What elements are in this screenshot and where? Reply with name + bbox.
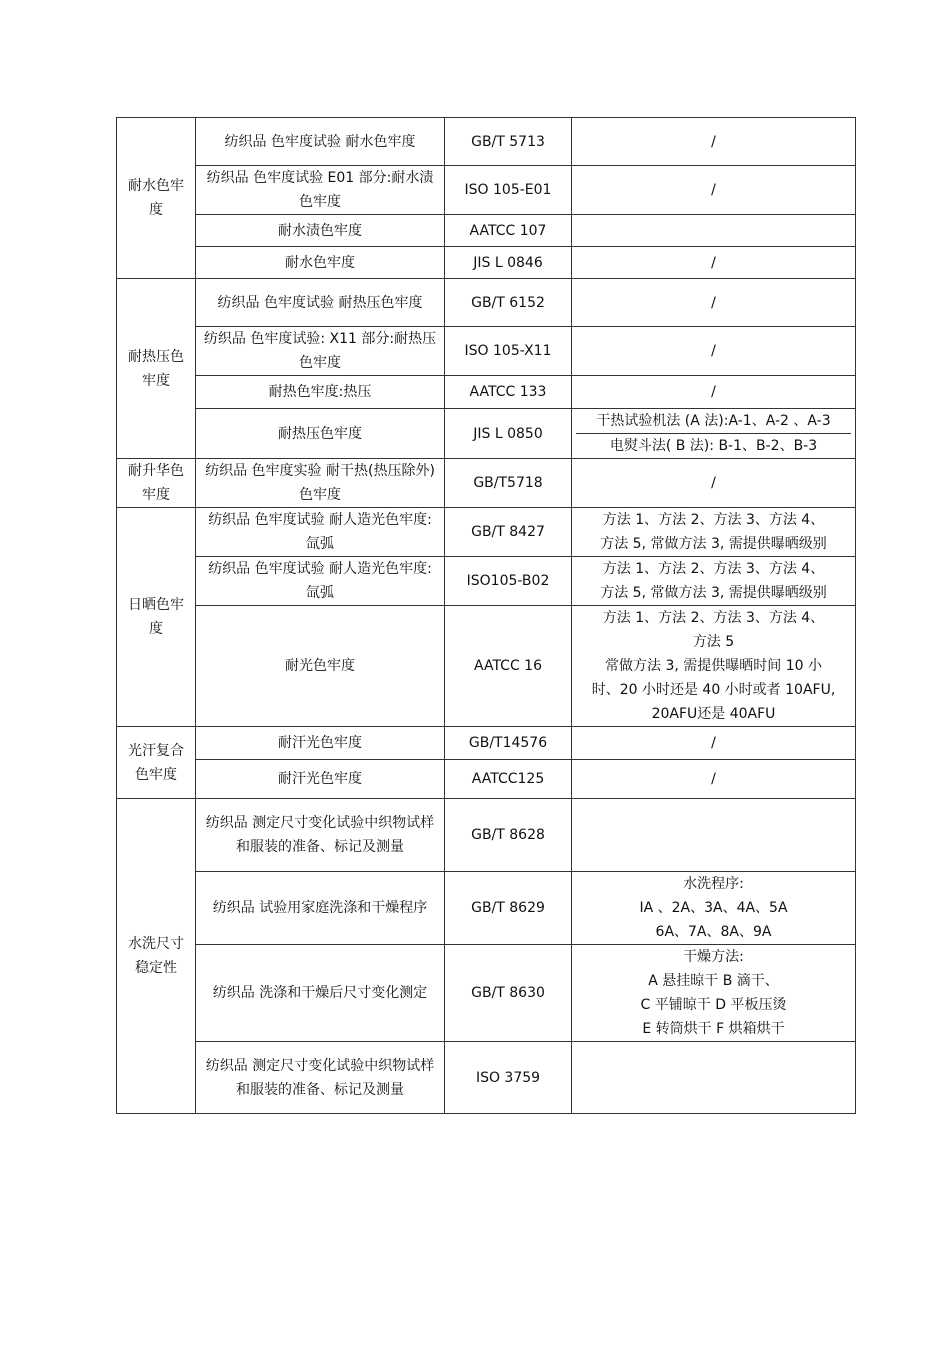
category-cell: 耐热压色牢度 [117, 279, 196, 459]
table-row [117, 760, 856, 799]
note-line: 方法 5 [692, 634, 735, 650]
standard-code-cell: GB/T 5713 [445, 118, 572, 166]
table-row [117, 215, 856, 247]
note-cell [572, 945, 856, 1042]
note-line: 6A、7A、8A、9A [655, 924, 772, 940]
category-cell: 日晒色牢度 [117, 508, 196, 727]
standard-code-cell: GB/T 8427 [445, 508, 572, 557]
standard-code-cell: AATCC 16 [445, 606, 572, 727]
note-cell: / [572, 327, 856, 376]
standard-code-cell: JIS L 0850 [445, 409, 572, 459]
note-cell: / [572, 727, 856, 760]
note-line: 干热试验机法 (A 法):A-1、A-2 、A-3 [576, 409, 851, 434]
category-cell: 光汗复合色牢度 [117, 727, 196, 799]
category-cell: 耐升华色牢度 [117, 459, 196, 508]
standard-name-cell: 耐汗光色牢度 [196, 760, 445, 799]
table-row [117, 409, 856, 459]
note-cell [572, 508, 856, 557]
standard-name-cell: 纺织品 测定尺寸变化试验中织物试样和服装的准备、标记及测量 [196, 1042, 445, 1114]
note-line: 方法 1、方法 2、方法 3、方法 4、 [602, 512, 825, 528]
note-cell [572, 799, 856, 872]
note-line: A 悬挂晾干 B 滴干、 [648, 973, 779, 989]
table-row [117, 118, 856, 166]
standard-code-cell: GB/T 8628 [445, 799, 572, 872]
note-cell: / [572, 118, 856, 166]
standard-name-cell: 耐汗光色牢度 [196, 727, 445, 760]
standard-code-cell: GB/T14576 [445, 727, 572, 760]
note-line: C 平铺晾干 D 平板压烫 [640, 997, 787, 1013]
note-cell: / [572, 279, 856, 327]
note-cell: / [572, 459, 856, 508]
table-row [117, 1042, 856, 1114]
standard-code-cell: AATCC 107 [445, 215, 572, 247]
table-row [117, 508, 856, 557]
note-line: 方法 5, 常做方法 3, 需提供曝晒级别 [600, 585, 827, 601]
note-line: 干燥方法: [683, 949, 744, 965]
standard-name-cell: 耐水色牢度 [196, 247, 445, 279]
standard-name-cell: 纺织品 色牢度试验 耐人造光色牢度:氙弧 [196, 557, 445, 606]
table-row [117, 606, 856, 727]
category-cell: 耐水色牢度 [117, 118, 196, 279]
table-row [117, 279, 856, 327]
note-line: 20AFU还是 40AFU [651, 706, 776, 722]
note-cell [572, 1042, 856, 1114]
table-row [117, 166, 856, 215]
standard-code-cell: ISO 105-E01 [445, 166, 572, 215]
table-row [117, 727, 856, 760]
standards-table [116, 117, 856, 1114]
standard-code-cell: GB/T5718 [445, 459, 572, 508]
standard-code-cell: ISO 105-X11 [445, 327, 572, 376]
standard-code-cell: ISO105-B02 [445, 557, 572, 606]
standard-name-cell: 耐水渍色牢度 [196, 215, 445, 247]
standard-name-cell: 耐热色牢度:热压 [196, 376, 445, 409]
standard-name-cell: 耐热压色牢度 [196, 409, 445, 459]
note-line: E 转筒烘干 F 烘箱烘干 [642, 1021, 785, 1037]
standard-code-cell: AATCC125 [445, 760, 572, 799]
note-line: 水洗程序: [683, 876, 744, 892]
standard-code-cell: JIS L 0846 [445, 247, 572, 279]
table-row [117, 872, 856, 945]
table-row [117, 247, 856, 279]
standard-name-cell: 纺织品 色牢度试验: X11 部分:耐热压色牢度 [196, 327, 445, 376]
standard-name-cell: 纺织品 色牢度试验 耐人造光色牢度:氙弧 [196, 508, 445, 557]
table-row [117, 945, 856, 1042]
standard-name-cell: 纺织品 色牢度试验 E01 部分:耐水渍色牢度 [196, 166, 445, 215]
note-cell [572, 872, 856, 945]
note-cell: / [572, 247, 856, 279]
note-line: 常做方法 3, 需提供曝晒时间 10 小 [605, 658, 822, 674]
table-row [117, 459, 856, 508]
note-line: 方法 1、方法 2、方法 3、方法 4、 [602, 561, 825, 577]
standard-code-cell: AATCC 133 [445, 376, 572, 409]
standard-name-cell: 纺织品 试验用家庭洗涤和干燥程序 [196, 872, 445, 945]
standard-name-cell: 纺织品 色牢度试验 耐水色牢度 [196, 118, 445, 166]
standard-code-cell: GB/T 6152 [445, 279, 572, 327]
standard-name-cell: 纺织品 洗涤和干燥后尺寸变化测定 [196, 945, 445, 1042]
category-cell: 水洗尺寸稳定性 [117, 799, 196, 1114]
note-line: 方法 5, 常做方法 3, 需提供曝晒级别 [600, 536, 827, 552]
standard-name-cell: 纺织品 色牢度实验 耐干热(热压除外)色牢度 [196, 459, 445, 508]
note-cell [572, 606, 856, 727]
standard-code-cell: GB/T 8629 [445, 872, 572, 945]
table-row [117, 327, 856, 376]
table-row [117, 799, 856, 872]
note-cell: / [572, 166, 856, 215]
note-line: 方法 1、方法 2、方法 3、方法 4、 [602, 610, 825, 626]
note-cell: / [572, 376, 856, 409]
table-row [117, 376, 856, 409]
note-line: 电熨斗法( B 法): B-1、B-2、B-3 [609, 438, 818, 454]
standard-name-cell: 耐光色牢度 [196, 606, 445, 727]
table-row [117, 557, 856, 606]
note-cell [572, 215, 856, 247]
standard-name-cell: 纺织品 色牢度试验 耐热压色牢度 [196, 279, 445, 327]
note-cell: / [572, 760, 856, 799]
note-line: IA 、2A、3A、4A、5A [639, 900, 788, 916]
standard-code-cell: GB/T 8630 [445, 945, 572, 1042]
note-cell [572, 409, 856, 459]
standard-name-cell: 纺织品 测定尺寸变化试验中织物试样和服装的准备、标记及测量 [196, 799, 445, 872]
standard-code-cell: ISO 3759 [445, 1042, 572, 1114]
note-cell [572, 557, 856, 606]
note-line: 时、20 小时还是 40 小时或者 10AFU, [591, 682, 836, 698]
